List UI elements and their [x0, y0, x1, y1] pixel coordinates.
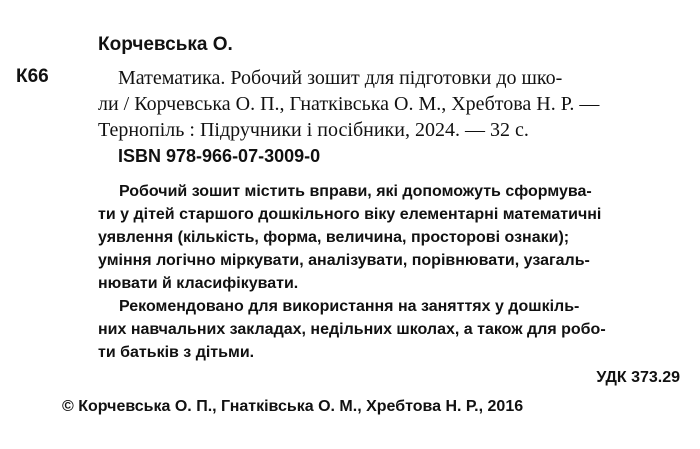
recommendation-line: ти батьків з дітьми.	[98, 344, 255, 361]
copyright-notice: © Корчевська О. П., Гнатківська О. М., Хребтова Н. Р., 2016	[62, 398, 524, 415]
annotation-line: Робочий зошит містить вправи, які допоможуть сформува-	[119, 183, 592, 200]
bibliographic-description	[98, 65, 678, 143]
catalog-code: К66	[16, 66, 49, 87]
annotation	[98, 180, 683, 364]
recommendation-line: Рекомендовано для використання на заняттях у дошкіль-	[119, 298, 580, 315]
recommendation-line: них навчальних закладах, недільних школах, а також для робо-	[98, 321, 606, 338]
bibliographic-line: Математика. Робочий зошит для підготовки до шко-	[118, 67, 563, 89]
isbn: ISBN 978-966-07-3009-0	[118, 146, 321, 166]
bibliographic-line: Тернопіль : Підручники і посібники, 2024. — 32 с.	[98, 119, 529, 141]
bibliographic-line: ли / Корчевська О. П., Гнатківська О. М., Хребтова Н. Р. —	[98, 93, 600, 115]
udc-code: УДК 373.29	[596, 369, 680, 386]
annotation-line: нювати й класифікувати.	[98, 275, 299, 292]
annotation-line: ти у дітей старшого дошкільного віку елементарні математичні	[98, 206, 602, 223]
author-heading: Корчевська О.	[98, 34, 233, 55]
annotation-line: уміння логічно міркувати, аналізувати, порівнювати, узагаль-	[98, 252, 590, 269]
annotation-line: уявлення (кількість, форма, величина, просторові ознаки);	[98, 229, 570, 246]
